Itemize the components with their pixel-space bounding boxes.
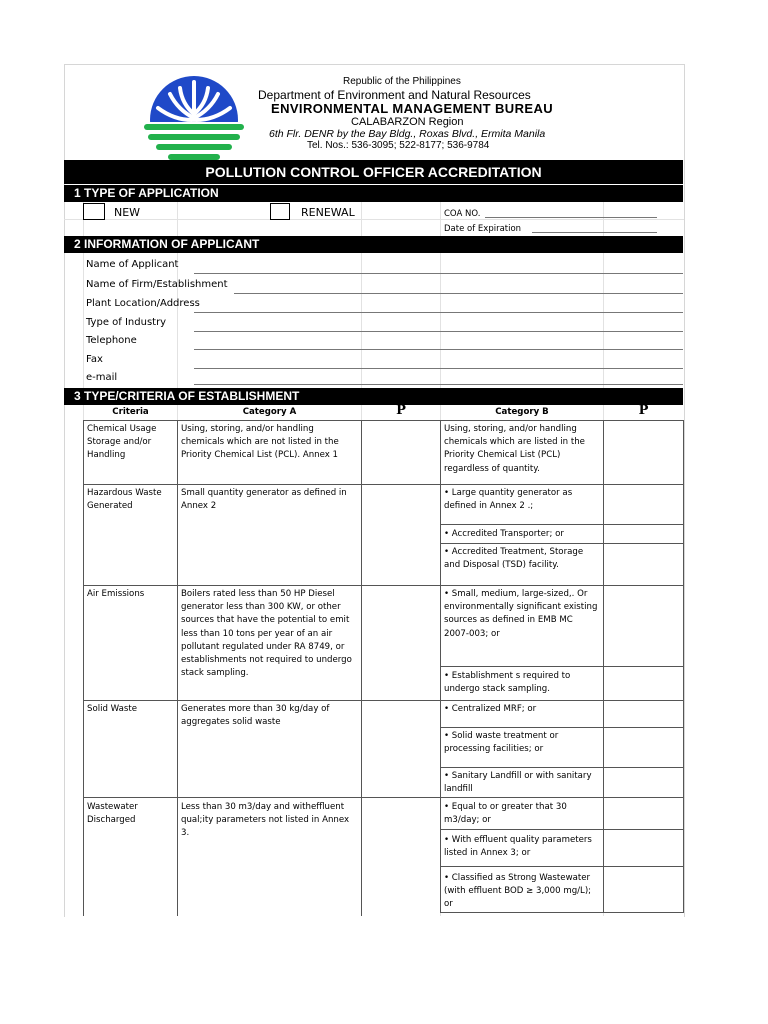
section1-title: 1 TYPE OF APPLICATION	[74, 186, 219, 200]
p-header-a: P	[396, 403, 406, 418]
firm-name-input[interactable]	[234, 293, 683, 294]
p-check-cat-b-hazardous-3[interactable]	[604, 544, 683, 585]
bureau-text: ENVIRONMENTAL MANAGEMENT BUREAU	[271, 101, 554, 116]
republic-text: Republic of the Philippines	[343, 76, 461, 87]
plant-location-input[interactable]	[194, 312, 683, 313]
category-b-wastewater-2: • With effluent quality parameters listed in Annex 3; or	[444, 835, 592, 859]
category-b-solid-waste-3: • Sanitary Landfill or with sanitary landfill	[444, 771, 592, 795]
category-a-solid-waste: Generates more than 30 kg/day of aggregates solid waste	[181, 704, 330, 728]
p-check-cat-a-hazardous[interactable]	[362, 485, 440, 585]
industry-type-input[interactable]	[194, 331, 683, 332]
industry-type-label: Type of Industry	[86, 317, 167, 328]
category-b-solid-waste-2: • Solid waste treatment or processing facilities; or	[444, 731, 559, 755]
criteria-wastewater: Wastewater Discharged	[87, 802, 138, 826]
applicant-name-label: Name of Applicant	[86, 259, 179, 270]
renewal-checkbox[interactable]	[270, 203, 290, 220]
p-check-cat-b-solid-3[interactable]	[604, 768, 683, 797]
section2-bar	[64, 236, 683, 253]
category-a-hazardous-waste: Small quantity generator as defined in Annex 2	[181, 488, 347, 512]
p-check-cat-a-air[interactable]	[362, 586, 440, 700]
p-check-cat-b-wastewater-2[interactable]	[604, 830, 683, 866]
section3-title: 3 TYPE/CRITERIA OF ESTABLISHMENT	[74, 389, 300, 403]
telephone-label: Telephone	[86, 335, 137, 346]
p-check-cat-b-chemical[interactable]	[604, 421, 683, 484]
new-checkbox[interactable]	[83, 203, 105, 220]
category-b-chemical-usage: Using, storing, and/or handling chemicals which are listed in the Priority Chemical List (PCL) regardless of quantity.	[444, 424, 585, 474]
category-b-hazardous-waste-1: • Large quantity generator as defined in Annex 2 .;	[444, 488, 573, 512]
fax-label: Fax	[86, 354, 103, 365]
p-check-cat-a-wastewater[interactable]	[362, 798, 440, 913]
criteria-hazardous-waste: Hazardous Waste Generated	[87, 488, 162, 512]
new-label: NEW	[114, 206, 141, 219]
email-input[interactable]	[194, 384, 683, 385]
address-text: 6th Flr. DENR by the Bay Bldg., Roxas Blvd., Ermita Manila	[269, 128, 546, 140]
section2-title: 2 INFORMATION OF APPLICANT	[74, 237, 260, 251]
expiration-label: Date of Expiration	[444, 224, 522, 234]
p-check-cat-b-solid-1[interactable]	[604, 701, 683, 727]
applicant-name-input[interactable]	[194, 273, 683, 274]
firm-name-label: Name of Firm/Establishment	[86, 279, 228, 290]
p-check-cat-a-solid[interactable]	[362, 701, 440, 797]
criteria-chemical-usage: Chemical Usage Storage and/or Handling	[87, 424, 157, 461]
coa-input[interactable]	[485, 217, 657, 218]
category-b-solid-waste-1: • Centralized MRF; or	[444, 704, 537, 714]
telephone-text: Tel. Nos.: 536-3095; 522-8177; 536-9784	[307, 140, 490, 151]
grid-line	[64, 219, 684, 220]
p-check-cat-a-chemical[interactable]	[362, 421, 440, 484]
category-b-air-emissions-2: • Establishment s required to undergo stack sampling.	[444, 671, 571, 695]
criteria-air-emissions: Air Emissions	[87, 589, 145, 599]
p-check-cat-b-hazardous-1[interactable]	[604, 485, 683, 524]
category-b-hazardous-waste-2: • Accredited Transporter; or	[444, 529, 564, 539]
denr-logo	[134, 74, 254, 166]
expiration-input[interactable]	[532, 232, 657, 233]
plant-location-label: Plant Location/Address	[86, 298, 200, 309]
section1-bar	[64, 185, 683, 202]
p-check-cat-b-solid-2[interactable]	[604, 728, 683, 767]
category-b-header: Category B	[495, 407, 549, 417]
table-rule	[440, 420, 441, 913]
category-b-hazardous-waste-3: • Accredited Treatment, Storage and Disposal (TSD) facility.	[444, 547, 584, 571]
category-b-wastewater-1: • Equal to or greater that 30 m3/day; or	[444, 802, 567, 826]
category-a-chemical-usage: Using, storing, and/or handling chemicals which are not listed in the Priority Chemical List (PCL). Annex 1	[181, 424, 339, 461]
table-rule	[440, 912, 683, 913]
email-label: e-mail	[86, 372, 118, 383]
table-rule	[683, 420, 684, 913]
criteria-solid-waste: Solid Waste	[87, 704, 138, 714]
fax-input[interactable]	[194, 368, 683, 369]
category-a-header: Category A	[242, 407, 297, 417]
p-check-cat-b-hazardous-2[interactable]	[604, 525, 683, 543]
criteria-header: Criteria	[112, 407, 149, 417]
category-b-air-emissions-1: • Small, medium, large-sized,. Or environmentally significant existing sources as defined in EMB MC 2007-003; or	[444, 589, 598, 639]
p-check-cat-b-air-1[interactable]	[604, 586, 683, 666]
table-rule	[177, 420, 178, 916]
section3-bar	[64, 388, 683, 405]
form-title: POLLUTION CONTROL OFFICER ACCREDITATION	[205, 164, 542, 180]
category-a-air-emissions: Boilers rated less than 50 HP Diesel generator less than 300 KW, or other sources that have the potential to emit less than 10 tons per year of an air pollutant regulated under RA 8749, or establishments not required to undergo stack sampling.	[181, 589, 352, 679]
p-check-cat-b-air-2[interactable]	[604, 667, 683, 700]
coa-label: COA NO.	[444, 209, 481, 219]
telephone-input[interactable]	[194, 349, 683, 350]
p-check-cat-b-wastewater-3[interactable]	[604, 867, 683, 912]
p-check-cat-b-wastewater-1[interactable]	[604, 798, 683, 829]
table-rule	[83, 420, 84, 916]
renewal-label: RENEWAL	[301, 206, 355, 219]
form-title-bar	[64, 160, 683, 184]
p-header-b: P	[638, 403, 649, 418]
category-a-wastewater: Less than 30 m3/day and witheffluent qual;ity parameters not listed in Annex 3.	[181, 802, 350, 839]
category-b-wastewater-3: • Classified as Strong Wastewater (with effluent BOD ≥ 3,000 mg/L); or	[444, 873, 592, 910]
department-text: Department of Environment and Natural Resources	[258, 88, 531, 102]
region-text: CALABARZON Region	[351, 116, 464, 128]
